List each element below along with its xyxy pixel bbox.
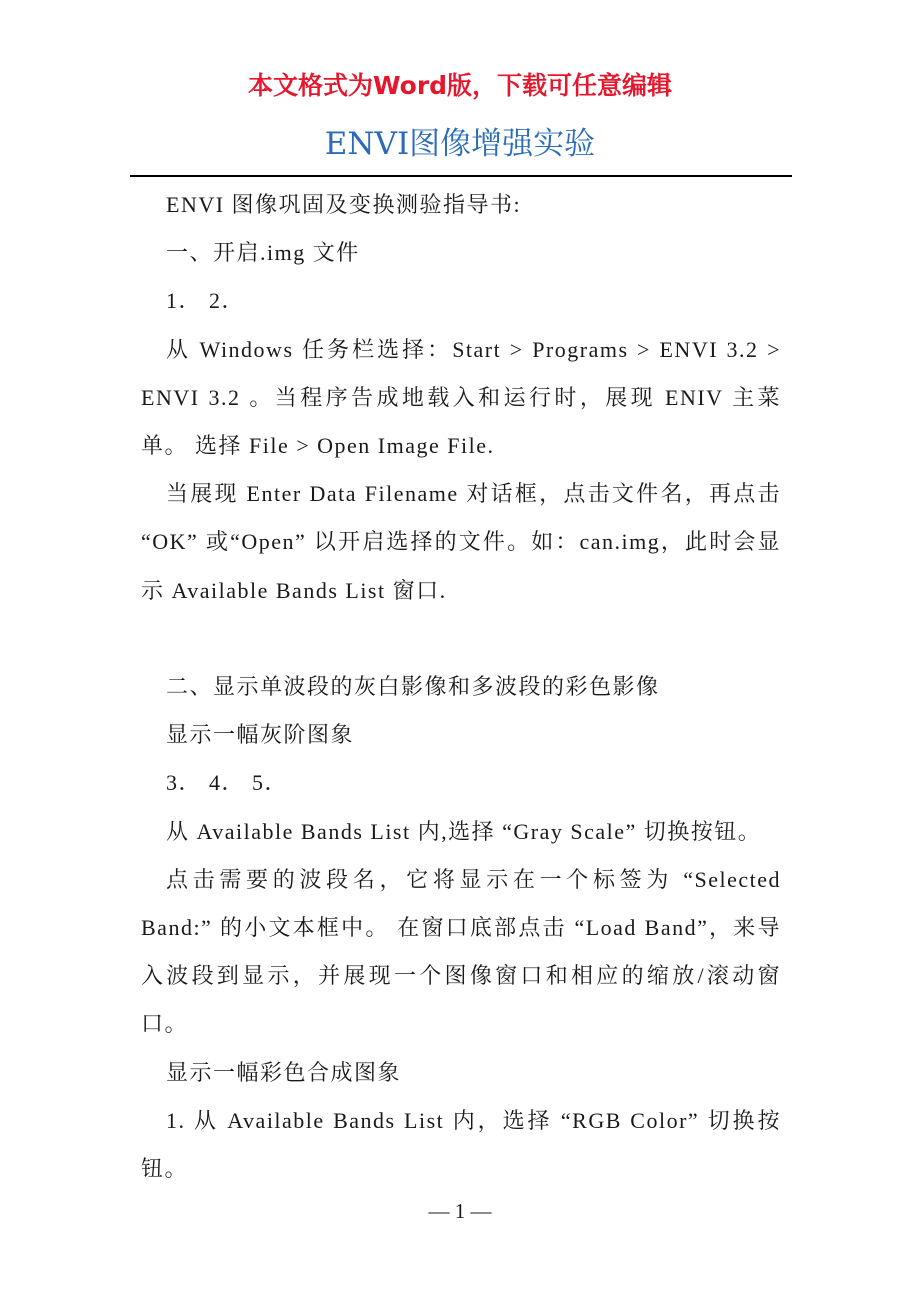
- blank-line: [141, 615, 781, 663]
- paragraph-rgb-color: 1. 从 Available Bands List 内，选择 “RGB Color” 切换按钮。: [141, 1107, 781, 1182]
- subheading-color-composite: 显示一幅彩色合成图象: [166, 1059, 402, 1085]
- document-body: [141, 181, 781, 1193]
- format-notice-banner: 本文格式为Word版，下载可任意编辑: [247, 71, 673, 100]
- paragraph-start-envi: 从 Windows 任务栏选择：Start > Programs > ENVI 3.2 > ENVI 3.2 。当程序告成地载入和运行时，展现 ENIV 主菜单。 选择 File > Open Image File.: [141, 336, 781, 459]
- section-heading-open-file: 一、开启.img 文件: [166, 240, 360, 266]
- section-heading-display: 二、显示单波段的灰白影像和多波段的彩色影像: [166, 674, 660, 700]
- paragraph-gray-scale: 从 Available Bands List 内,选择 “Gray Scale” 切换按钮。: [166, 818, 762, 844]
- intro-heading: ENVI 图像巩固及变换测验指导书:: [166, 192, 522, 217]
- page-number: — 1 —: [428, 1199, 492, 1223]
- paragraph-select-band: 点击需要的波段名，它将显示在一个标签为 “Selected Band:” 的小文本框中。 在窗口底部点击 “Load Band”，来导入波段到显示，并展现一个图像窗口和相应的缩放/滚动窗口。: [141, 866, 781, 1037]
- title-divider: [130, 175, 792, 177]
- step-numbers: 1． 2．: [166, 288, 246, 314]
- subheading-grayscale: 显示一幅灰阶图象: [166, 722, 355, 748]
- paragraph-open-dialog: 当展现 Enter Data Filename 对话框，点击文件名，再点击 “OK” 或“Open” 以开启选择的文件。如：can.img，此时会显示 Available Bands List 窗口.: [141, 481, 781, 603]
- document-title: ENVI图像增强实验: [324, 126, 596, 162]
- step-numbers: 3． 4． 5．: [166, 770, 289, 796]
